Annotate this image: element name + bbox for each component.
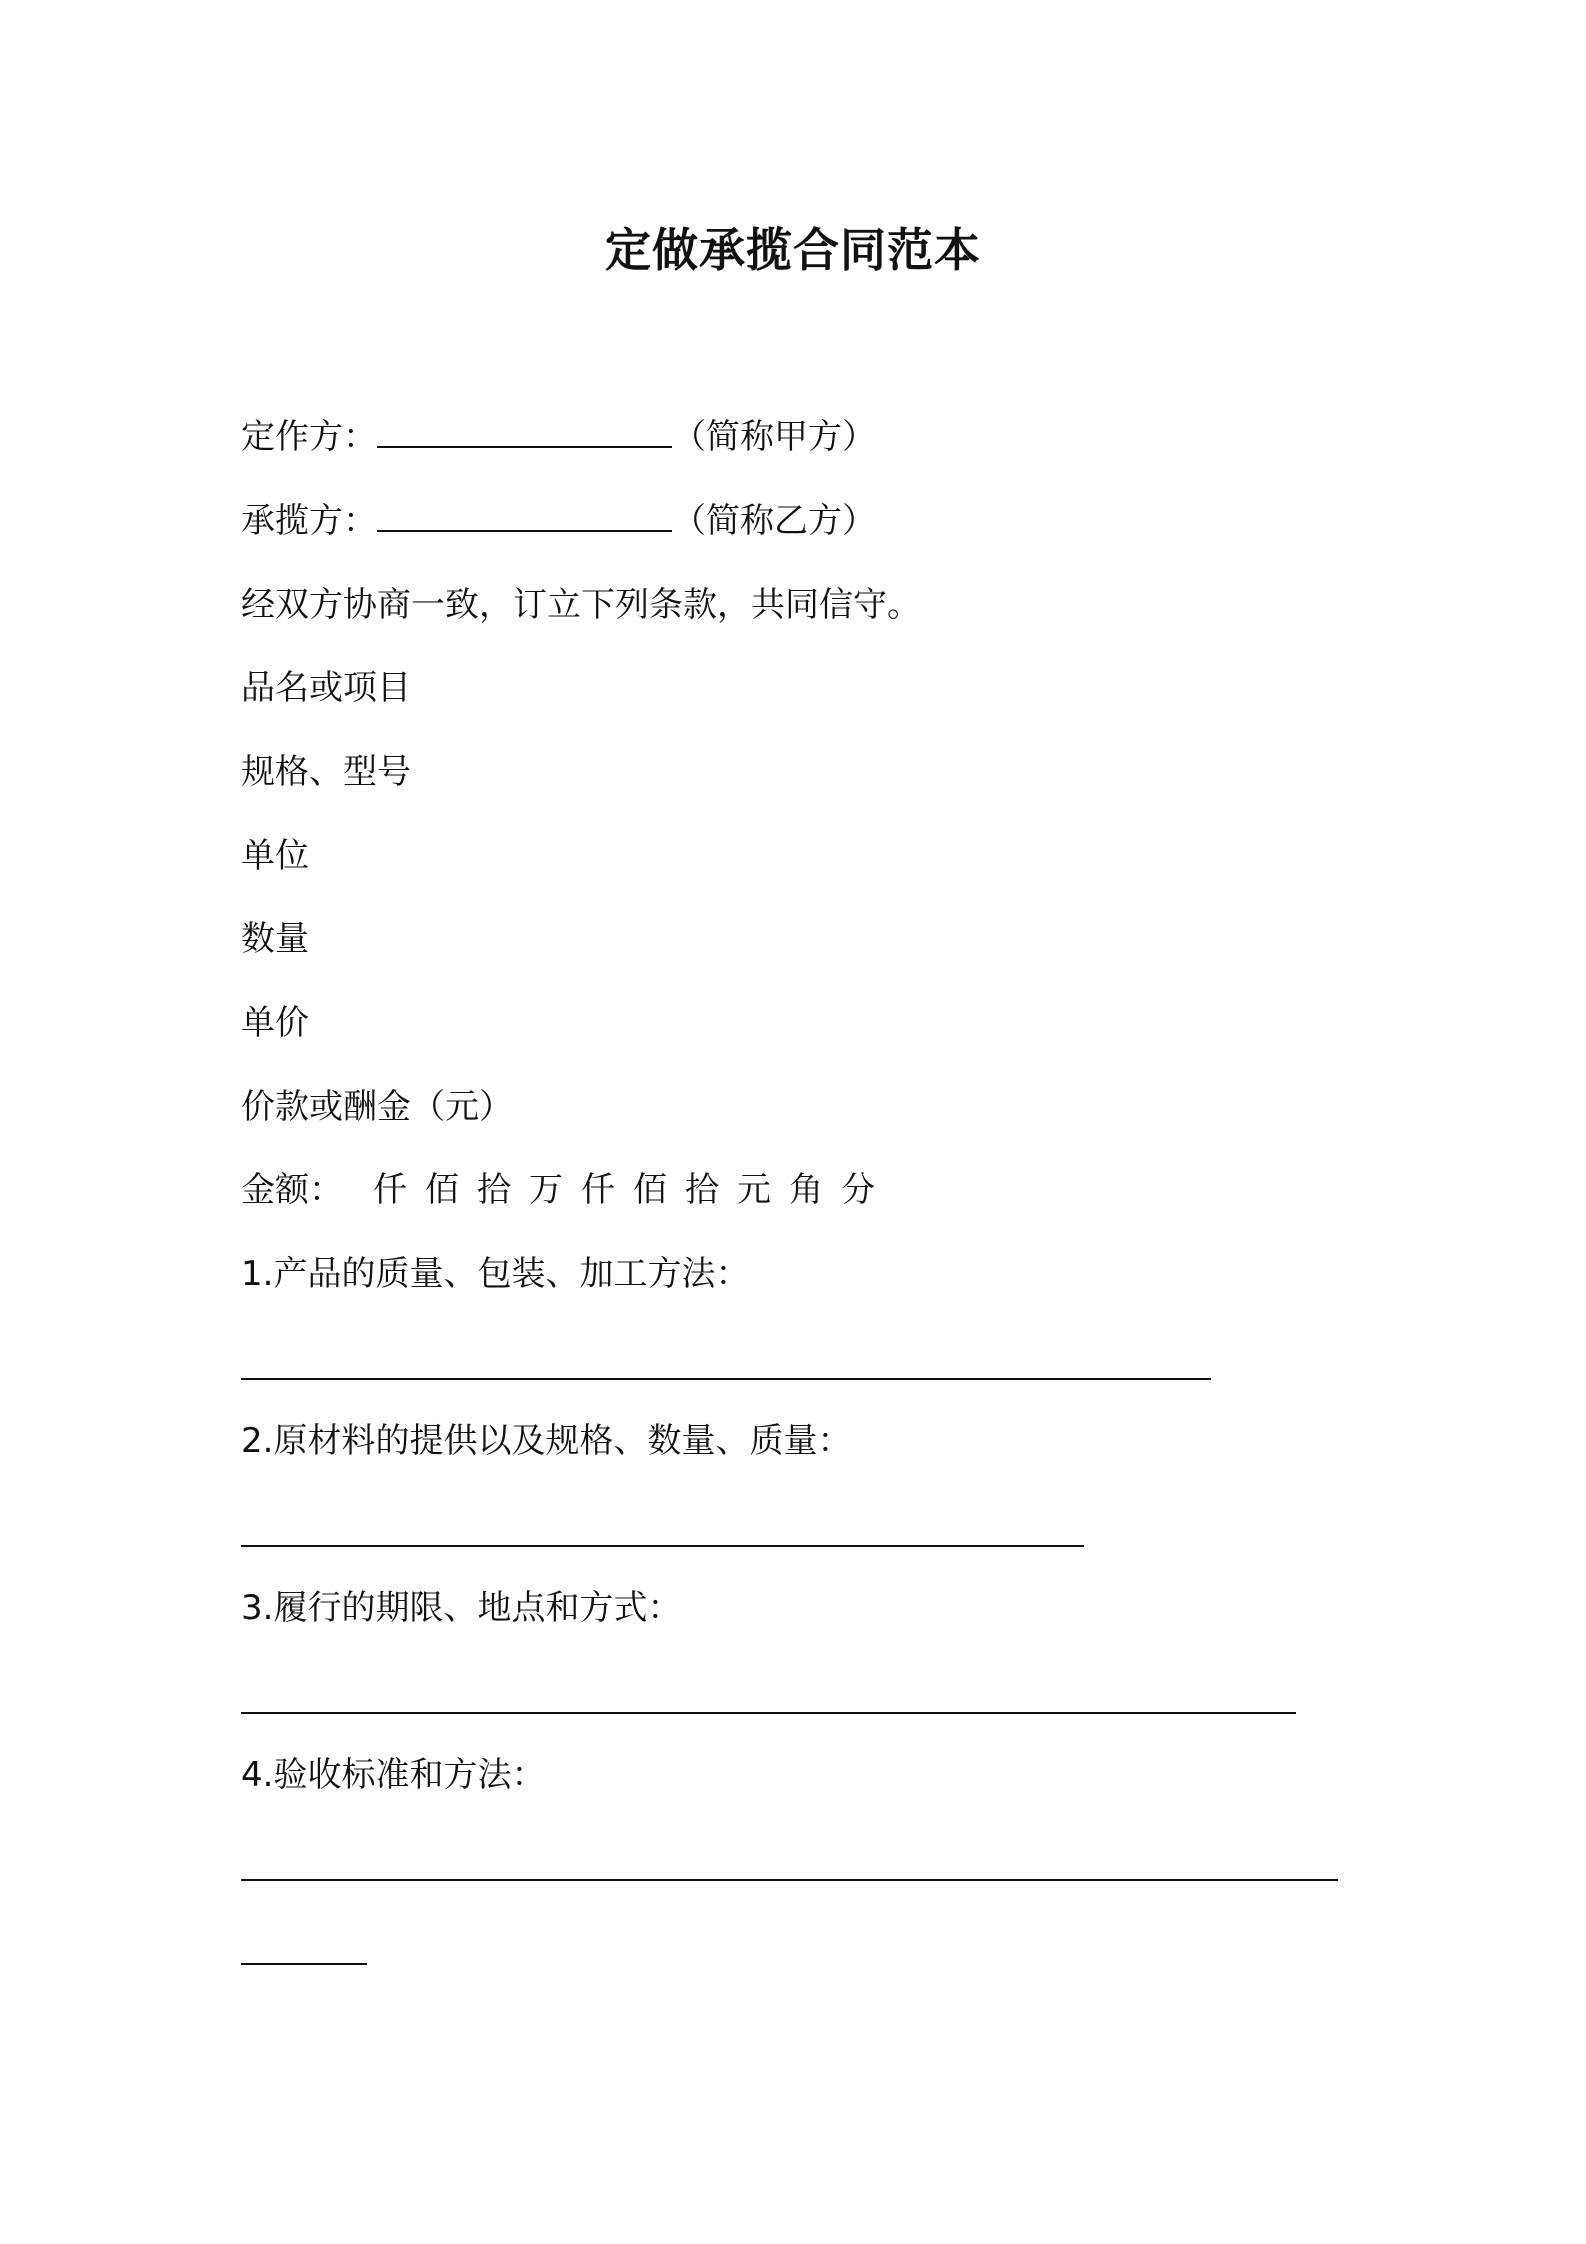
party-b-line <box>241 497 876 545</box>
party-a-line <box>241 413 876 461</box>
amount-label: 金额： <box>241 1170 343 1210</box>
party-a-suffix: （简称甲方） <box>672 417 876 457</box>
field-quantity: 数量 <box>241 919 309 959</box>
amount-line <box>241 1166 893 1214</box>
clause-3: 3.履行的期限、地点和方式： <box>241 1588 682 1628</box>
field-item-name: 品名或项目 <box>241 668 411 708</box>
clause-2: 2.原材料的提供以及规格、数量、质量： <box>241 1421 852 1461</box>
clause-2-blank[interactable] <box>241 1545 1084 1547</box>
unit-wan: 万 <box>529 1170 563 1210</box>
unit-bai-2: 佰 <box>633 1170 667 1210</box>
unit-shi-2: 拾 <box>685 1170 719 1210</box>
party-b-label: 承揽方： <box>241 501 377 541</box>
clause-4-blank-line-2[interactable] <box>241 1963 367 1965</box>
clause-1-blank[interactable] <box>241 1378 1211 1380</box>
unit-shi-1: 拾 <box>477 1170 511 1210</box>
unit-qian-2: 仟 <box>581 1170 615 1210</box>
unit-qian-1: 仟 <box>373 1170 407 1210</box>
field-unit: 单位 <box>241 836 309 876</box>
document-title: 定做承揽合同范本 <box>605 223 981 277</box>
party-a-blank[interactable] <box>377 416 672 448</box>
field-unit-price: 单价 <box>241 1003 309 1043</box>
unit-jiao: 角 <box>789 1170 823 1210</box>
clause-3-blank[interactable] <box>241 1712 1296 1714</box>
unit-bai-1: 佰 <box>425 1170 459 1210</box>
unit-fen: 分 <box>841 1170 875 1210</box>
intro-text: 经双方协商一致，订立下列条款，共同信守。 <box>241 585 921 625</box>
unit-yuan: 元 <box>737 1170 771 1210</box>
party-b-suffix: （简称乙方） <box>672 501 876 541</box>
party-a-label: 定作方： <box>241 417 377 457</box>
clause-1: 1.产品的质量、包装、加工方法： <box>241 1254 750 1294</box>
clause-4: 4.验收标准和方法： <box>241 1755 546 1795</box>
party-b-blank[interactable] <box>377 500 672 532</box>
field-price-or-fee: 价款或酬金（元） <box>241 1087 513 1127</box>
field-spec-model: 规格、型号 <box>241 752 411 792</box>
clause-4-blank-line-1[interactable] <box>241 1879 1338 1881</box>
